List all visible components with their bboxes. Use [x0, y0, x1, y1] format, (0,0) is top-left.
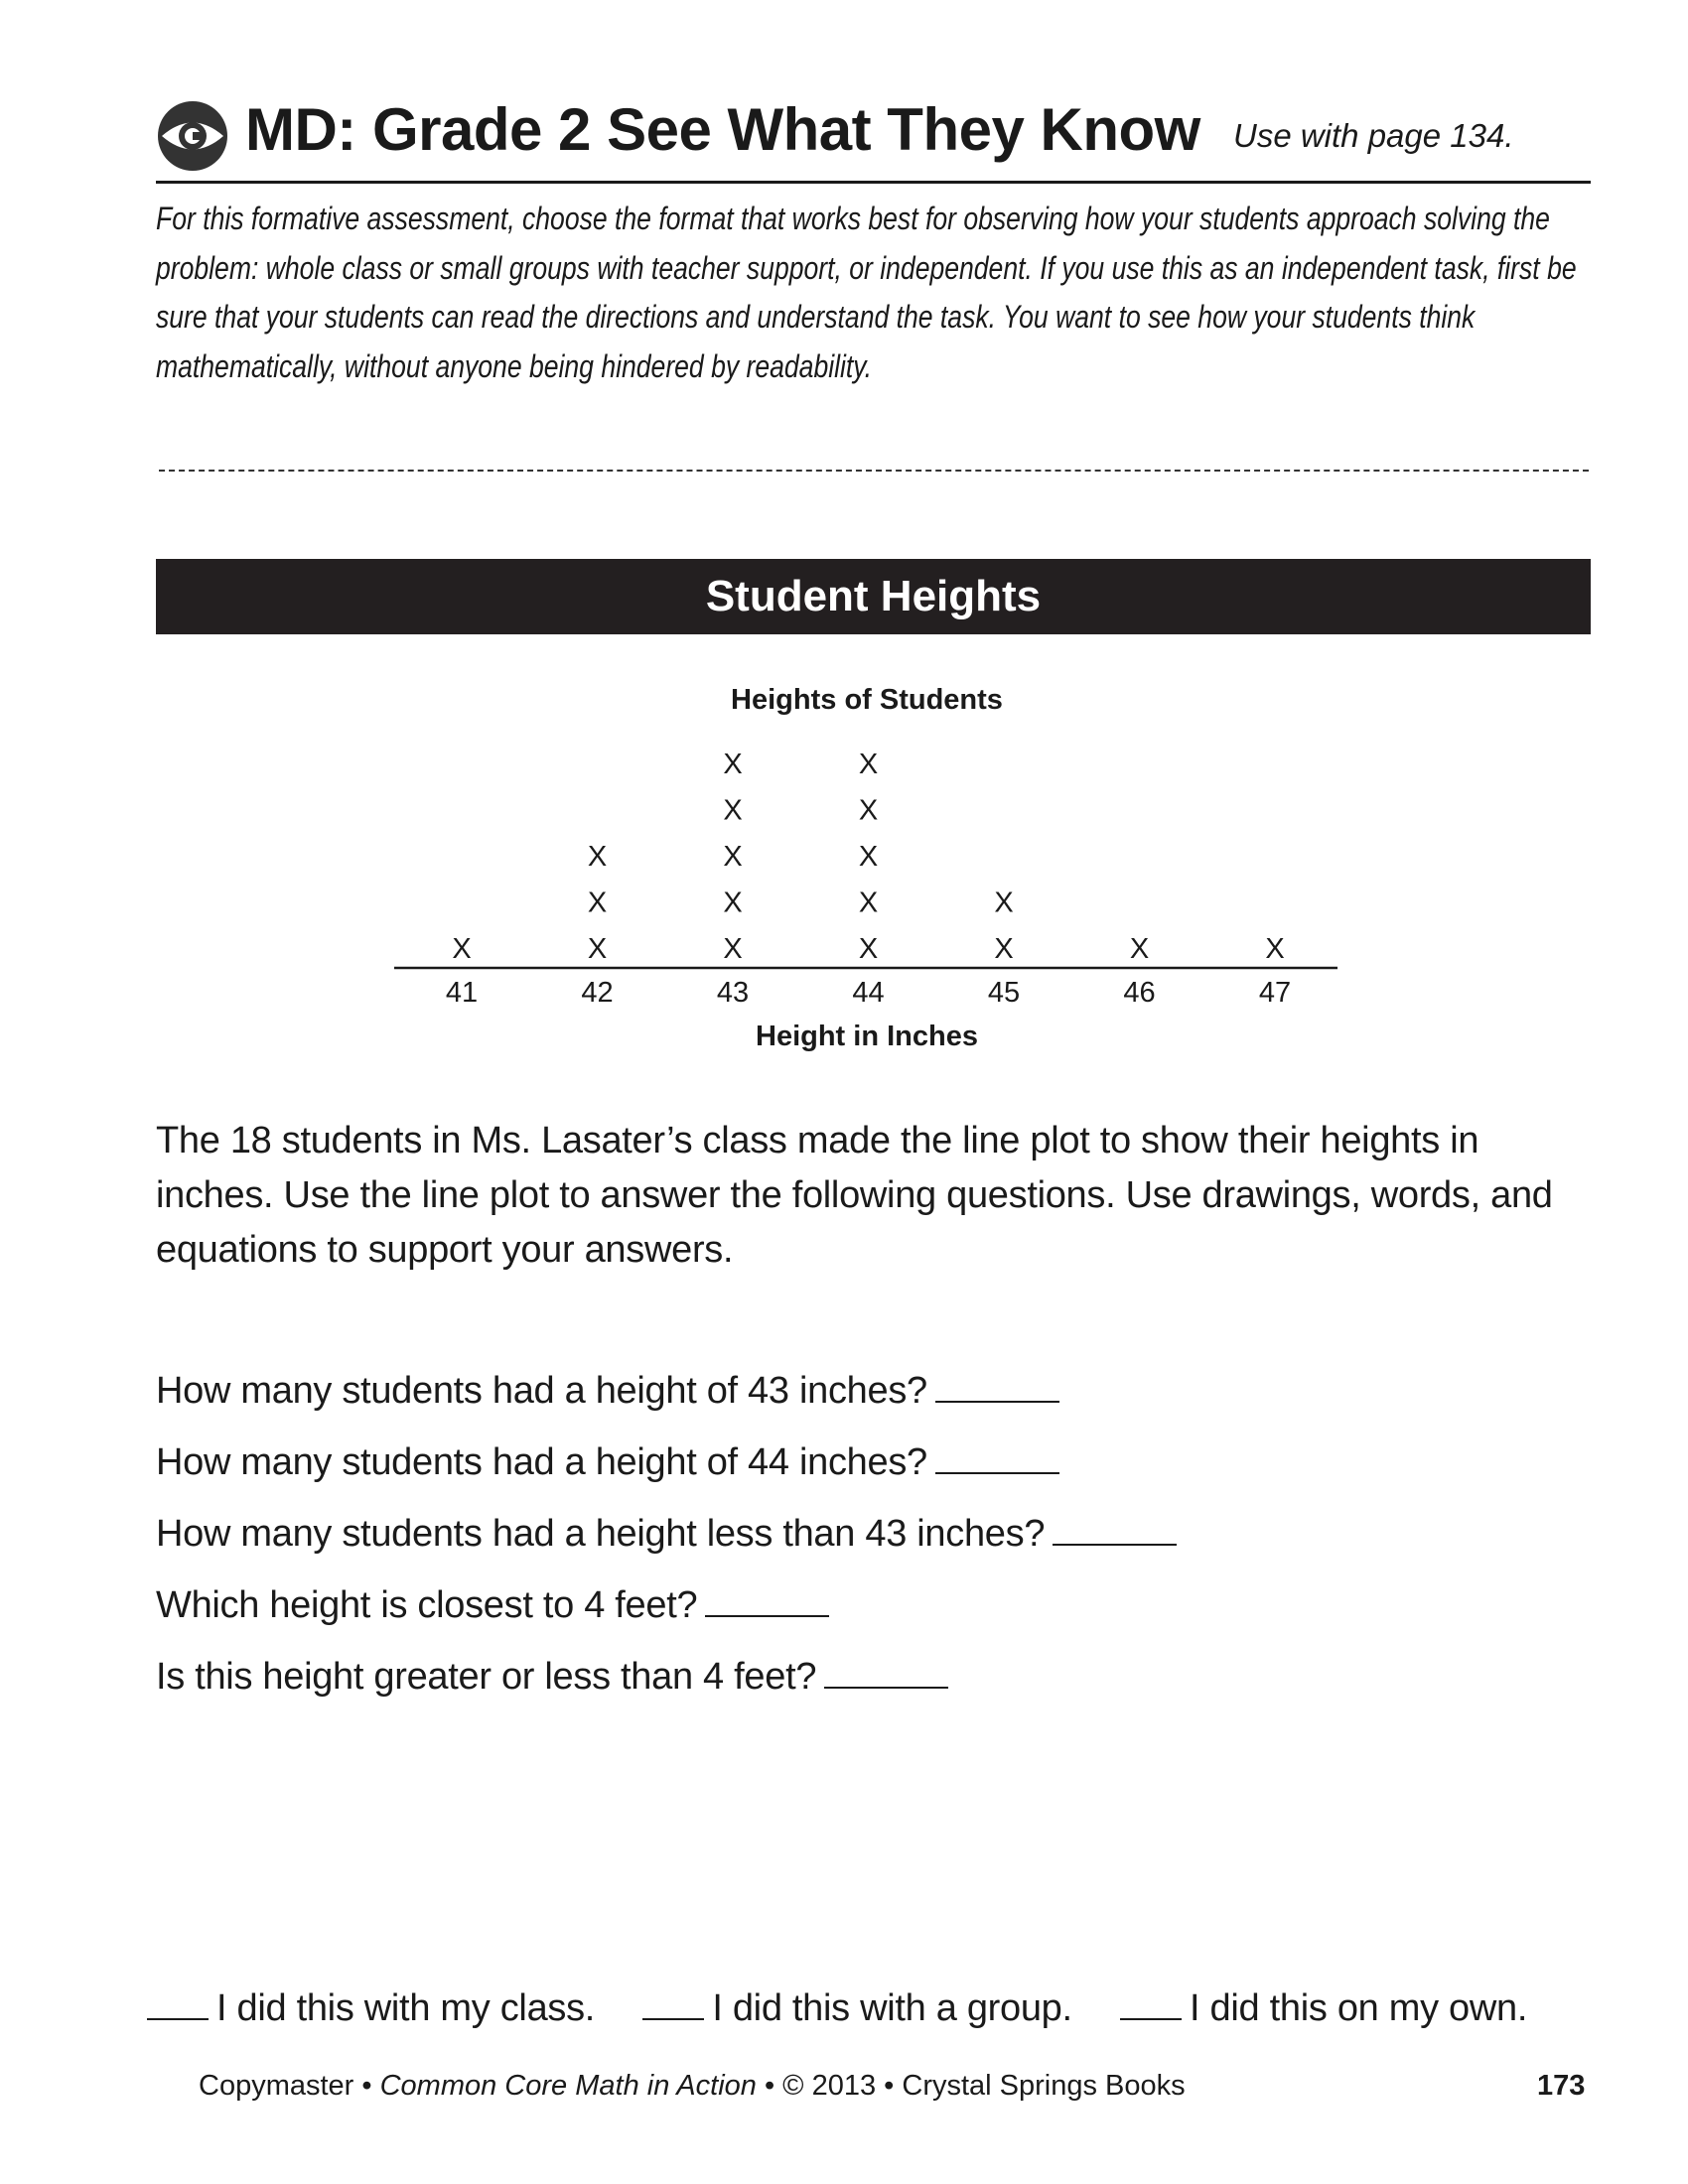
- tick-label: 43: [716, 977, 750, 1009]
- x-mark: X: [858, 841, 879, 873]
- completion-checkboxes: [147, 1987, 1565, 2030]
- x-mark: X: [723, 841, 743, 873]
- x-mark: X: [587, 933, 608, 965]
- x-mark: X: [723, 933, 743, 965]
- x-mark: X: [858, 933, 879, 965]
- tick-label: 46: [1123, 977, 1156, 1009]
- question-1: How many students had a height of 43 inches?: [156, 1370, 1059, 1413]
- plot-title: Heights of Students: [731, 684, 1003, 716]
- answer-blank-5[interactable]: [824, 1657, 948, 1689]
- problem-paragraph: The 18 students in Ms. Lasater’s class made the line plot to show their heights in inches. Use the line plot to answer the following questions. Use drawings, words, and equations to support your answers.: [156, 1120, 1553, 1271]
- x-mark: X: [994, 933, 1014, 965]
- answer-blank-2[interactable]: [935, 1442, 1059, 1474]
- x-mark: X: [587, 887, 608, 919]
- tick-label: 45: [987, 977, 1021, 1009]
- answer-blank-4[interactable]: [705, 1585, 829, 1617]
- x-mark: X: [723, 749, 743, 780]
- question-5: Is this height greater or less than 4 feet?: [156, 1656, 948, 1699]
- check-blank-class[interactable]: [147, 1988, 209, 2020]
- question-3: How many students had a height less than 43 inches?: [156, 1513, 1177, 1556]
- question-2: How many students had a height of 44 inches?: [156, 1441, 1059, 1484]
- page-number: 173: [1537, 2070, 1586, 2102]
- page-title: MD: Grade 2 See What They Know: [245, 96, 1200, 163]
- footer-credit: Copymaster • Common Core Math in Action • © 2013 • Crystal Springs Books: [199, 2070, 1186, 2102]
- x-mark: X: [723, 794, 743, 827]
- x-mark: X: [452, 933, 472, 965]
- x-mark: X: [1129, 933, 1150, 965]
- x-mark: X: [723, 887, 743, 919]
- x-axis-label: Height in Inches: [756, 1021, 978, 1052]
- check-class: I did this with my class.: [147, 1987, 595, 2030]
- x-mark: X: [858, 887, 879, 919]
- use-with-note: Use with page 134.: [1233, 117, 1514, 154]
- check-own: I did this on my own.: [1120, 1987, 1527, 2030]
- tick-label: 42: [581, 977, 614, 1009]
- tick-label: 47: [1258, 977, 1292, 1009]
- x-mark: X: [858, 794, 879, 827]
- x-mark: X: [994, 887, 1014, 919]
- tick-label: 41: [445, 977, 479, 1009]
- check-blank-own[interactable]: [1120, 1988, 1182, 2020]
- check-blank-group[interactable]: [642, 1988, 704, 2020]
- check-group: I did this with a group.: [642, 1987, 1071, 2030]
- section-banner: Student Heights: [156, 559, 1591, 634]
- x-mark: X: [587, 841, 608, 873]
- tick-label: 44: [852, 977, 885, 1009]
- intro-text: For this formative assessment, choose the format that works best for observing how your students approach solving the problem: whole class or small groups with teacher support, or independent. If you use this as an independent task, first be sure that your students can read the directions and understand the task. You want to see how your students think mathematically, without anyone being hindered by readability.: [156, 201, 1577, 384]
- question-4: Which height is closest to 4 feet?: [156, 1584, 829, 1627]
- x-mark: X: [858, 749, 879, 780]
- answer-blank-1[interactable]: [935, 1371, 1059, 1403]
- x-mark: X: [1265, 933, 1285, 965]
- answer-blank-3[interactable]: [1053, 1514, 1177, 1546]
